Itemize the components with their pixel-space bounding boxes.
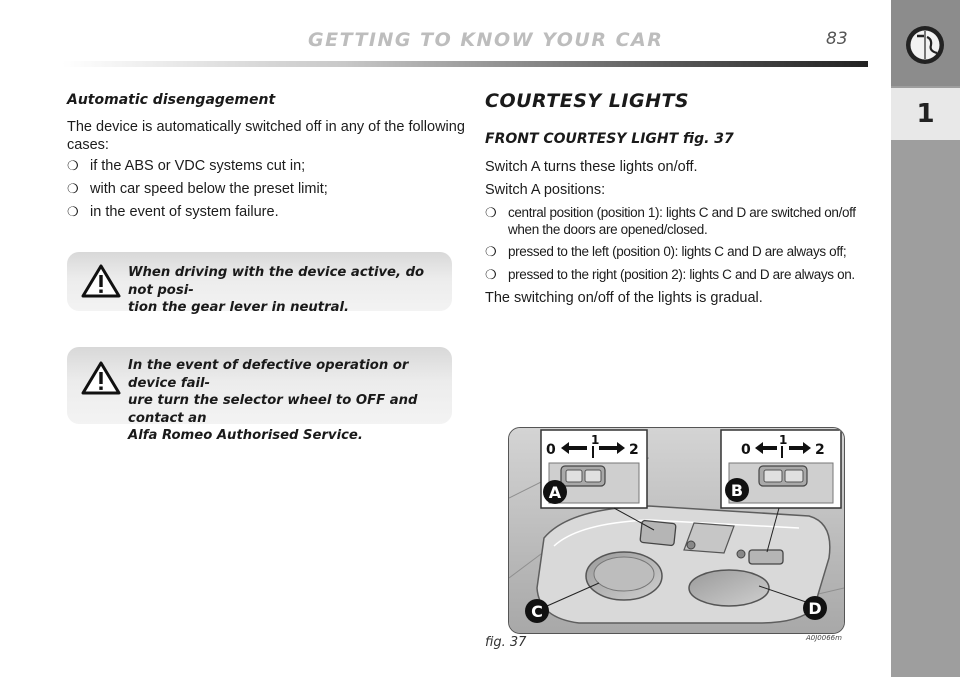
callout-a <box>543 480 567 504</box>
warning-triangle-icon <box>81 264 121 298</box>
list-item-text: when the doors are opened/closed. <box>508 222 708 237</box>
running-header-title: GETTING TO KNOW YOUR CAR <box>308 29 664 51</box>
subsection-heading-front-courtesy-light: FRONT COURTESY LIGHT fig. 37 <box>485 131 734 147</box>
svg-text:C: C <box>531 602 543 621</box>
header-rule <box>62 61 868 67</box>
intro-line-2: cases: <box>67 137 109 153</box>
warning-line: In the event of defective operation or device fail- <box>128 358 409 391</box>
list-item-text: if the ABS or VDC systems cut in; <box>90 158 306 174</box>
switch-position-2: 2 <box>629 442 639 458</box>
warning-line: tion the gear lever in neutral. <box>128 300 350 315</box>
chapter-number: 1 <box>916 99 935 129</box>
switch-position-2-b: 2 <box>815 442 825 458</box>
warning-box <box>67 347 452 443</box>
list-item-text: with car speed below the preset limit; <box>90 181 328 197</box>
switch-position-1: 1 <box>591 433 600 447</box>
alfa-romeo-logo-icon <box>905 25 945 65</box>
callout-b <box>725 478 749 502</box>
list-item-text: pressed to the left (position 0): lights C and D are always off; <box>508 244 847 259</box>
bullet-circle-icon: ❍ <box>67 158 79 173</box>
bullet-circle-icon: ❍ <box>485 205 497 220</box>
warning-triangle-icon <box>81 361 121 395</box>
body-line: The switching on/off of the lights is gradual. <box>485 290 763 306</box>
figure-caption: fig. 37 <box>485 635 527 650</box>
figure-courtesy-light <box>508 427 845 634</box>
warning-text <box>128 264 440 317</box>
section-heading-automatic-disengagement: Automatic disengagement <box>67 92 276 108</box>
bullet-circle-icon: ❍ <box>67 181 79 196</box>
switch-position-0: 0 <box>546 442 556 458</box>
bullet-circle-icon: ❍ <box>485 244 497 259</box>
svg-text:B: B <box>730 481 744 500</box>
warning-line: When driving with the device active, do not posi- <box>128 265 425 298</box>
body-line: Switch A positions: <box>485 182 606 198</box>
chapter-number-tab <box>891 88 960 140</box>
list-item-text: central position (position 1): lights C and D are switched on/off <box>508 205 856 220</box>
figure-code: A0J0066m <box>806 634 842 642</box>
section-title-courtesy-lights: COURTESY LIGHTS <box>485 90 690 112</box>
list-item-text: pressed to the right (position 2): lights C and D are always on. <box>508 267 855 282</box>
logo-panel <box>891 0 960 86</box>
courtesy-light-illustration <box>509 428 844 633</box>
callout-c <box>525 599 549 623</box>
warning-line: ure turn the selector wheel to OFF and contact an <box>128 393 418 426</box>
intro-line-1: The device is automatically switched off in any of the following <box>67 119 465 135</box>
switch-position-1-b: 1 <box>779 433 788 447</box>
switch-position-0-b: 0 <box>741 442 751 458</box>
callout-d <box>803 596 827 620</box>
warning-line: Alfa Romeo Authorised Service. <box>128 428 363 443</box>
warning-box <box>67 252 452 315</box>
svg-text:D: D <box>808 599 822 618</box>
body-line: Switch A turns these lights on/off. <box>485 159 698 175</box>
svg-text:A: A <box>548 483 562 502</box>
bullet-circle-icon: ❍ <box>485 267 497 282</box>
chapter-tab-strip <box>891 0 960 677</box>
bullet-circle-icon: ❍ <box>67 204 79 219</box>
warning-text <box>128 357 440 445</box>
page-number: 83 <box>826 29 848 49</box>
list-item-text: in the event of system failure. <box>90 204 279 220</box>
